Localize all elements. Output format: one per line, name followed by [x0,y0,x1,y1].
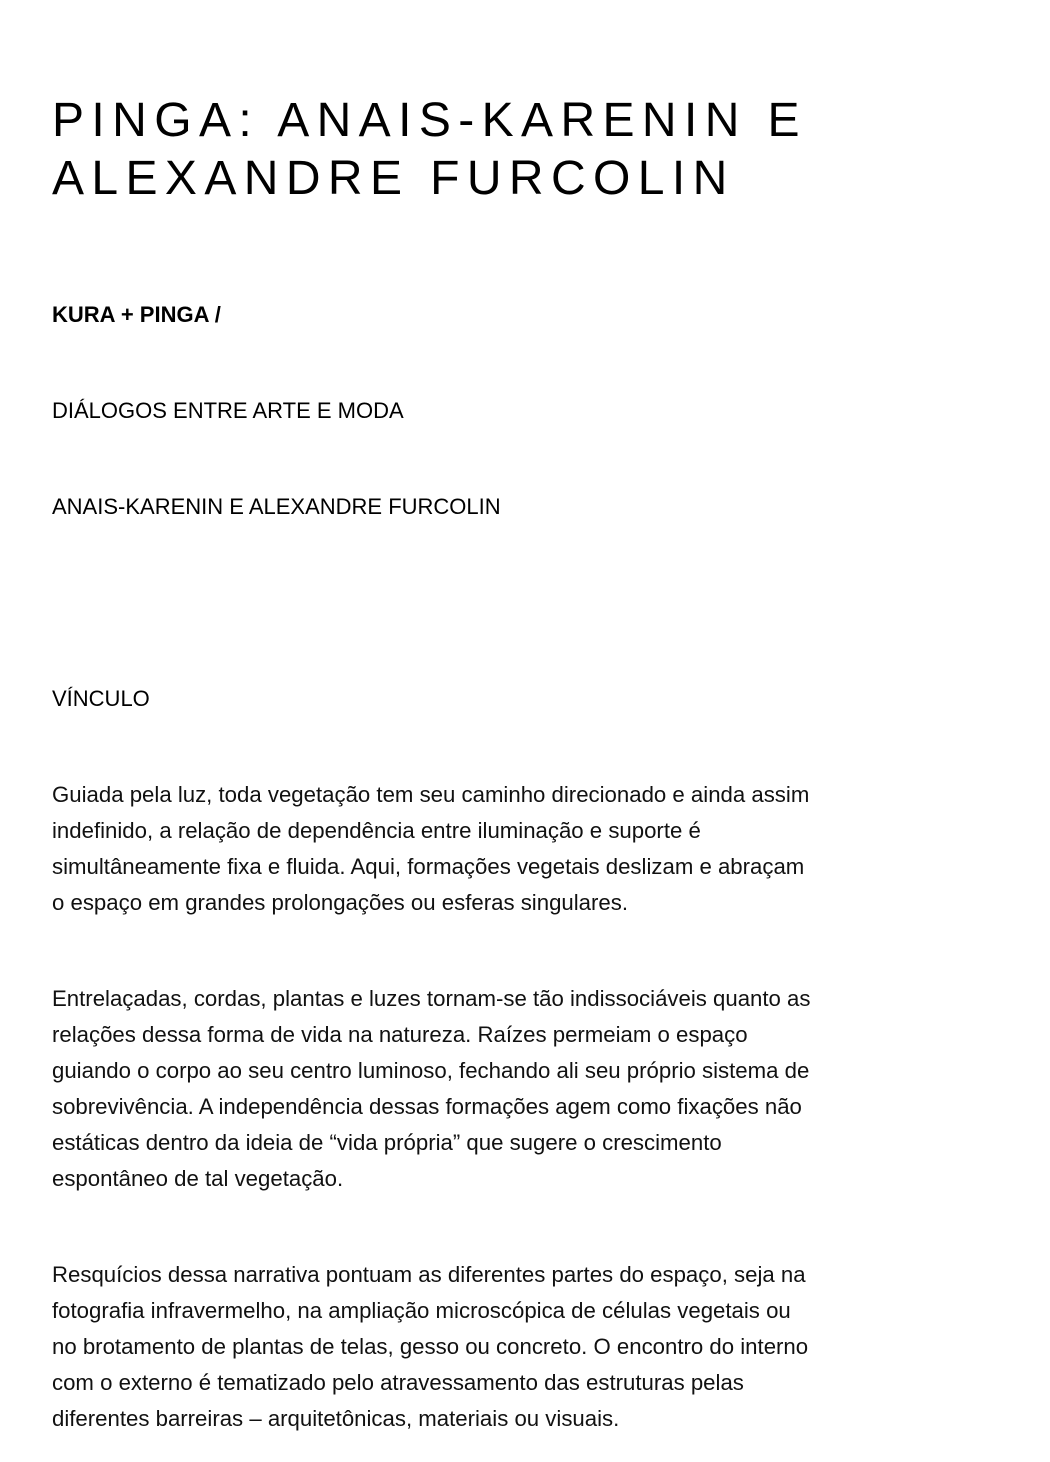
paragraph-line: Entrelaçadas, cordas, plantas e luzes tornam-se tão indissociáveis quanto as [52,986,811,1011]
paragraph-line: no brotamento de plantas de telas, gesso ou concreto. O encontro do interno [52,1334,809,1359]
series-label: KURA + PINGA / [52,302,221,327]
paragraph-line: estáticas dentro da ideia de “vida própria” que sugere o crescimento [52,1130,722,1155]
paragraph-line: indefinido, a relação de dependência entre iluminação e suporte é [52,818,701,843]
paragraph-line: fotografia infravermelho, na ampliação microscópica de células vegetais ou [52,1298,791,1323]
subtitle-dialogos: DIÁLOGOS ENTRE ARTE E MODA [52,398,404,423]
paragraph-line: diferentes barreiras – arquitetônicas, materiais ou visuais. [52,1406,620,1431]
paragraph-line: relações dessa forma de vida na natureza. Raízes permeiam o espaço [52,1022,748,1047]
paragraph-line: o espaço em grandes prolongações ou esferas singulares. [52,890,628,915]
subtitle-artists: ANAIS-KARENIN E ALEXANDRE FURCOLIN [52,494,501,519]
body-paragraph-2 [52,981,811,1197]
body-paragraph-3 [52,1257,808,1437]
page-title [52,92,952,208]
paragraph-line: espontâneo de tal vegetação. [52,1166,344,1191]
paragraph-line: guiando o corpo ao seu centro luminoso, fechando ali seu próprio sistema de [52,1058,810,1083]
section-heading-vinculo: VÍNCULO [52,686,150,711]
page-title-line-2: ALEXANDRE FURCOLIN [52,152,735,205]
paragraph-line: simultâneamente fixa e fluida. Aqui, formações vegetais deslizam e abraçam [52,854,805,879]
paragraph-line: com o externo é tematizado pelo atravessamento das estruturas pelas [52,1370,744,1395]
paragraph-line: sobrevivência. A independência dessas formações agem como fixações não [52,1094,802,1119]
page-title-line-1: PINGA: ANAIS-KARENIN E [52,94,807,147]
body-paragraph-1 [52,777,809,921]
paragraph-line: Resquícios dessa narrativa pontuam as diferentes partes do espaço, seja na [52,1262,806,1287]
paragraph-line: Guiada pela luz, toda vegetação tem seu caminho direcionado e ainda assim [52,782,810,807]
